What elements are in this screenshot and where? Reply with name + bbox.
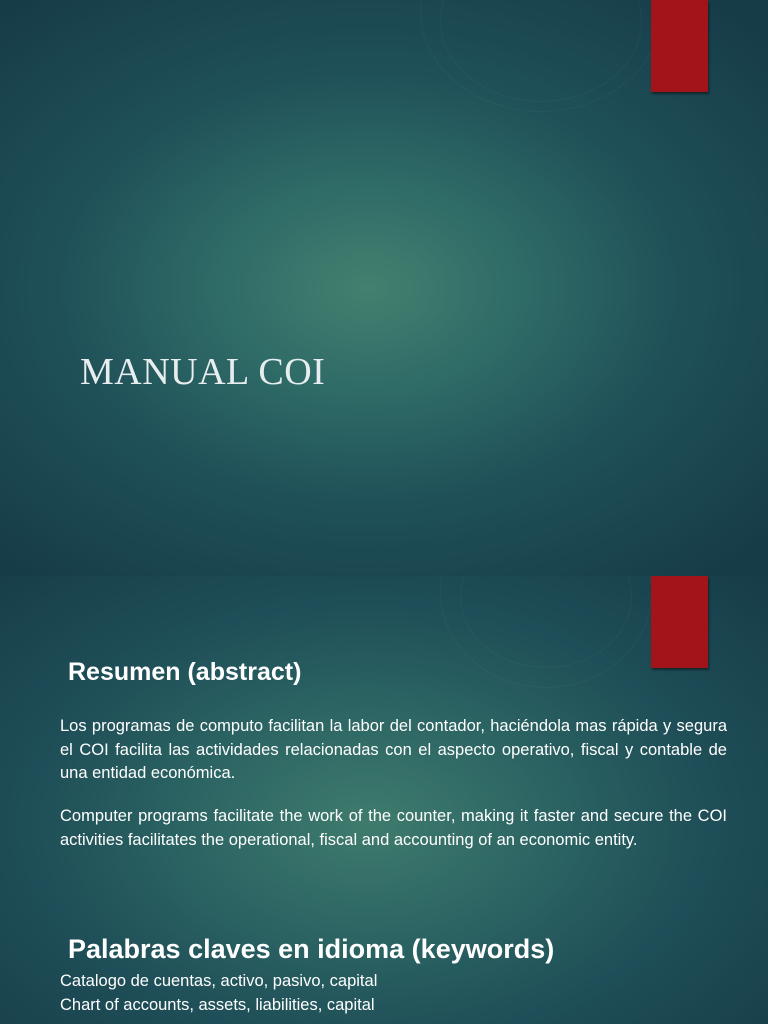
abstract-spanish-paragraph: Los programas de computo facilitan la labor del contador, haciéndola mas rápida y segura el COI facilita las actividades relacionadas con el aspecto operativo, fiscal y contable de una entidad económica.	[60, 717, 727, 782]
keywords-heading: Palabras claves en idioma (keywords)	[68, 934, 555, 964]
keywords-english: Chart of accounts, assets, liabilities, capital	[60, 996, 375, 1014]
abstract-english-paragraph: Computer programs facilitate the work of the counter, making it faster and secure the COI activities facilitates the operational, fiscal and accounting of an economic entity.	[60, 807, 727, 849]
decorative-ring	[440, 576, 652, 688]
slide-abstract	[0, 576, 768, 1024]
abstract-heading: Resumen (abstract)	[68, 658, 302, 686]
decorative-ring	[420, 0, 662, 112]
slide-title-text: MANUAL COI	[80, 351, 326, 393]
keywords-spanish: Catalogo de cuentas, activo, pasivo, capital	[60, 972, 378, 990]
accent-bar	[651, 576, 708, 668]
accent-bar	[651, 0, 708, 92]
